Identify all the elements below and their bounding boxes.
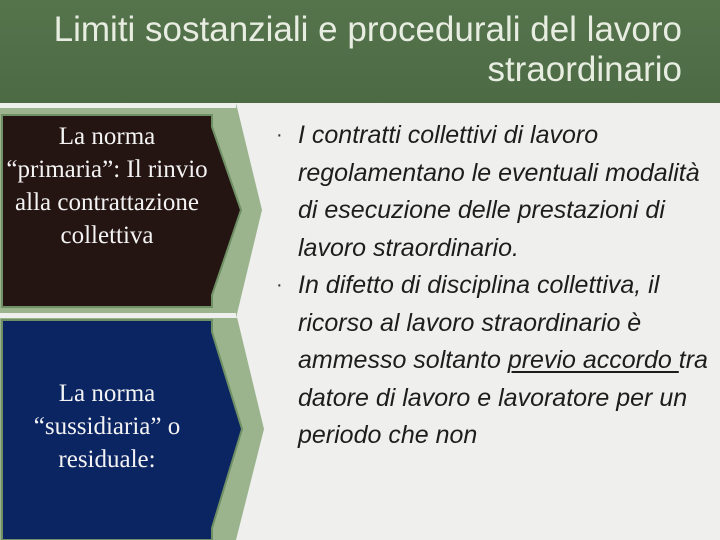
- bullet-item: [270, 117, 720, 267]
- box-primary-label: La norma “primaria”: Il rinvio alla contrattazione collettiva: [6, 123, 208, 249]
- bullet-text: I contratti collettivi di lavoro regolamentano le eventuali modalità di esecuzione delle prestazioni di lavoro straordinario.: [298, 121, 700, 262]
- box-subsidiary-label: La norma “sussidiaria” o residuale:: [33, 380, 181, 473]
- slide-title: Limiti sostanziali e procedurali del lavoro straordinario: [53, 10, 682, 89]
- bullet-item: [270, 267, 720, 455]
- bullet-text-post: tra datore di lavoro e lavoratore per un periodo che non: [298, 346, 708, 449]
- bullet-text-pre: In difetto di disciplina collettiva, il ricorso al lavoro straordinario è ammesso soltanto: [298, 271, 660, 374]
- bullet-dot-icon: ·: [276, 124, 283, 146]
- bullet-text-emphasis: previo accordo: [507, 346, 679, 374]
- bullet-dot-icon: ·: [276, 274, 283, 296]
- bullet-list: [270, 117, 720, 455]
